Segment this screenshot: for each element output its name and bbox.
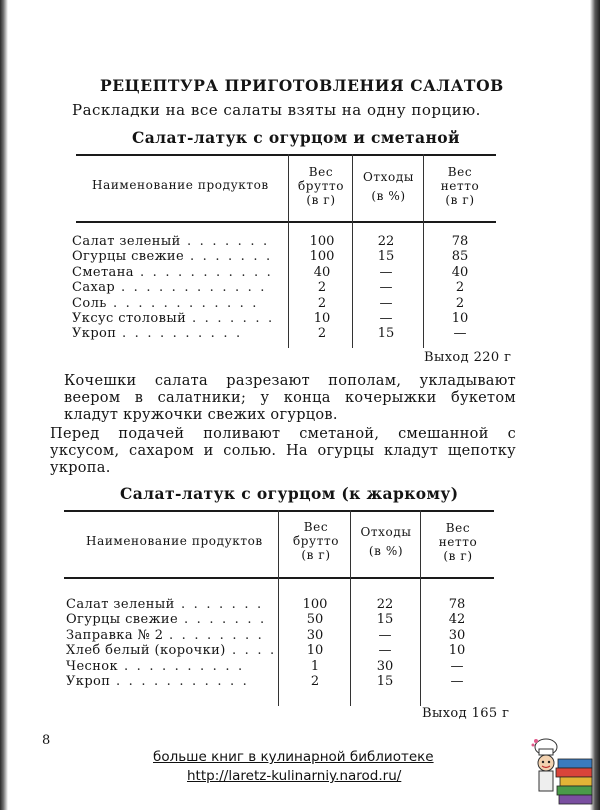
table-row	[72, 326, 492, 341]
recipe1-paragraph: Кочешки салата разрезают пополам, укладывают веером в салатники; у конца кочерыжки букетом кладут кружочки свежих огурцов.	[64, 373, 516, 423]
table-row	[66, 643, 494, 658]
value-gross: 2	[310, 674, 320, 689]
value-waste: 15	[376, 674, 394, 689]
value-net: 10	[448, 643, 466, 659]
value-waste: 15	[377, 249, 395, 265]
leader-dots: . . . . . . . . . . .	[116, 674, 249, 689]
footer-url-link[interactable]: http://laretz-kulinarniy.narod.ru/	[187, 768, 402, 784]
value-waste: —	[379, 280, 393, 296]
recipe1-title: Салат-латук с огурцом и сметаной	[132, 128, 460, 147]
value-gross: 1	[310, 658, 320, 674]
value-gross: 10	[313, 311, 331, 326]
column-header-net: Вес нетто (в г)	[440, 165, 480, 207]
table-row	[66, 628, 494, 643]
product-name: Огурцы свежие	[66, 612, 179, 628]
product-name: Огурцы свежие	[72, 249, 185, 265]
value-gross: 10	[306, 643, 324, 659]
product-name: Сметана	[72, 264, 134, 280]
recipe1-paragraph: Перед подачей поливают сметаной, смешанной с уксусом, сахаром и солью. На огурцы кладут щепотку укропа.	[50, 426, 516, 476]
value-net: 2	[455, 280, 465, 296]
leader-dots: . . . . . . . . . . . .	[121, 280, 267, 296]
value-net: 78	[451, 234, 469, 249]
page-edge-right	[590, 0, 600, 810]
leader-dots: . . . . . . . . . . . .	[113, 295, 259, 311]
value-gross: 2	[317, 295, 327, 311]
value-waste: —	[378, 627, 392, 643]
product-name: Салат зеленый	[72, 234, 181, 249]
column-header-name: Наименование продуктов	[86, 534, 263, 548]
leader-dots: . . . . . . .	[184, 612, 267, 628]
leader-dots: . . . . . . . .	[169, 627, 264, 643]
recipe2-yield: Выход 165 г	[422, 706, 510, 721]
product-name: Чеснок	[66, 658, 119, 674]
leader-dots: . . . . . . . . . .	[124, 658, 245, 674]
column-header-gross: Вес брутто (в г)	[297, 165, 345, 207]
value-gross: 30	[306, 627, 324, 643]
value-waste: 15	[376, 612, 394, 628]
product-name: Укроп	[72, 326, 117, 342]
table-row	[72, 311, 492, 326]
value-net: 85	[451, 249, 469, 265]
table-row	[72, 296, 492, 311]
value-net: 30	[448, 627, 466, 643]
value-gross: 2	[317, 326, 327, 342]
value-gross: 100	[309, 234, 335, 249]
leader-dots: . . . . . . . . . . .	[140, 264, 273, 280]
product-name: Салат зеленый	[66, 597, 175, 612]
value-net: —	[453, 326, 467, 342]
value-waste: —	[379, 295, 393, 311]
value-gross: 100	[302, 597, 328, 612]
product-name: Сахар	[72, 280, 116, 296]
leader-dots: . . . . . . .	[181, 597, 264, 612]
value-waste: —	[379, 311, 393, 326]
product-name: Хлеб белый (корочки)	[66, 643, 226, 659]
table-row	[66, 659, 494, 674]
value-net: 10	[451, 311, 469, 326]
value-waste: —	[379, 264, 393, 280]
value-waste: 22	[376, 597, 394, 612]
column-header-gross: Вес брутто (в г)	[292, 520, 340, 562]
product-name: Укроп	[66, 674, 111, 689]
table-rule-header	[76, 221, 496, 223]
value-net: —	[450, 658, 464, 674]
table-row	[72, 234, 492, 249]
leader-dots: . . . . . . .	[187, 234, 270, 249]
value-waste: 15	[377, 326, 395, 342]
table-row	[66, 674, 494, 689]
leader-dots: . . . . . . .	[190, 249, 273, 265]
page-edge-left	[0, 0, 8, 810]
page-heading: РЕЦЕПТУРА ПРИГОТОВЛЕНИЯ САЛАТОВ	[100, 76, 504, 95]
table-rule-top	[76, 154, 496, 156]
page-number: 8	[42, 733, 51, 748]
page-subheading: Раскладки на все салаты взяты на одну порцию.	[72, 101, 481, 119]
value-net: 2	[455, 295, 465, 311]
leader-dots: . . . .	[232, 643, 277, 659]
table-row	[66, 612, 494, 627]
value-net: 40	[451, 264, 469, 280]
value-waste: 22	[377, 234, 395, 249]
product-name: Заправка № 2	[66, 627, 164, 643]
recipe1-yield: Выход 220 г	[424, 350, 512, 365]
column-header-waste: Отходы (в %)	[360, 525, 412, 558]
product-name: Соль	[72, 295, 107, 311]
column-header-net: Вес нетто (в г)	[438, 521, 478, 563]
value-net: —	[450, 674, 464, 689]
value-net: 42	[448, 612, 466, 628]
table-row	[72, 249, 492, 264]
footer-library-link[interactable]: больше книг в кулинарной библиотеке	[153, 749, 434, 765]
table-row	[72, 280, 492, 295]
table-row	[66, 597, 494, 612]
value-gross: 50	[306, 612, 324, 628]
recipe2-title: Салат-латук с огурцом (к жаркому)	[120, 484, 459, 503]
column-header-waste: Отходы (в %)	[362, 170, 414, 203]
leader-dots: . . . . . . . . . .	[122, 326, 243, 342]
leader-dots: . . . . . . .	[192, 311, 275, 326]
value-net: 78	[448, 597, 466, 612]
column-header-name: Наименование продуктов	[92, 178, 269, 192]
product-name: Уксус столовый	[72, 311, 187, 326]
value-waste: 30	[376, 658, 394, 674]
value-gross: 100	[309, 249, 335, 265]
books-chef-logo-icon	[530, 735, 594, 807]
table-row	[72, 265, 492, 280]
value-gross: 40	[313, 264, 331, 280]
value-waste: —	[378, 643, 392, 659]
value-gross: 2	[317, 280, 327, 296]
